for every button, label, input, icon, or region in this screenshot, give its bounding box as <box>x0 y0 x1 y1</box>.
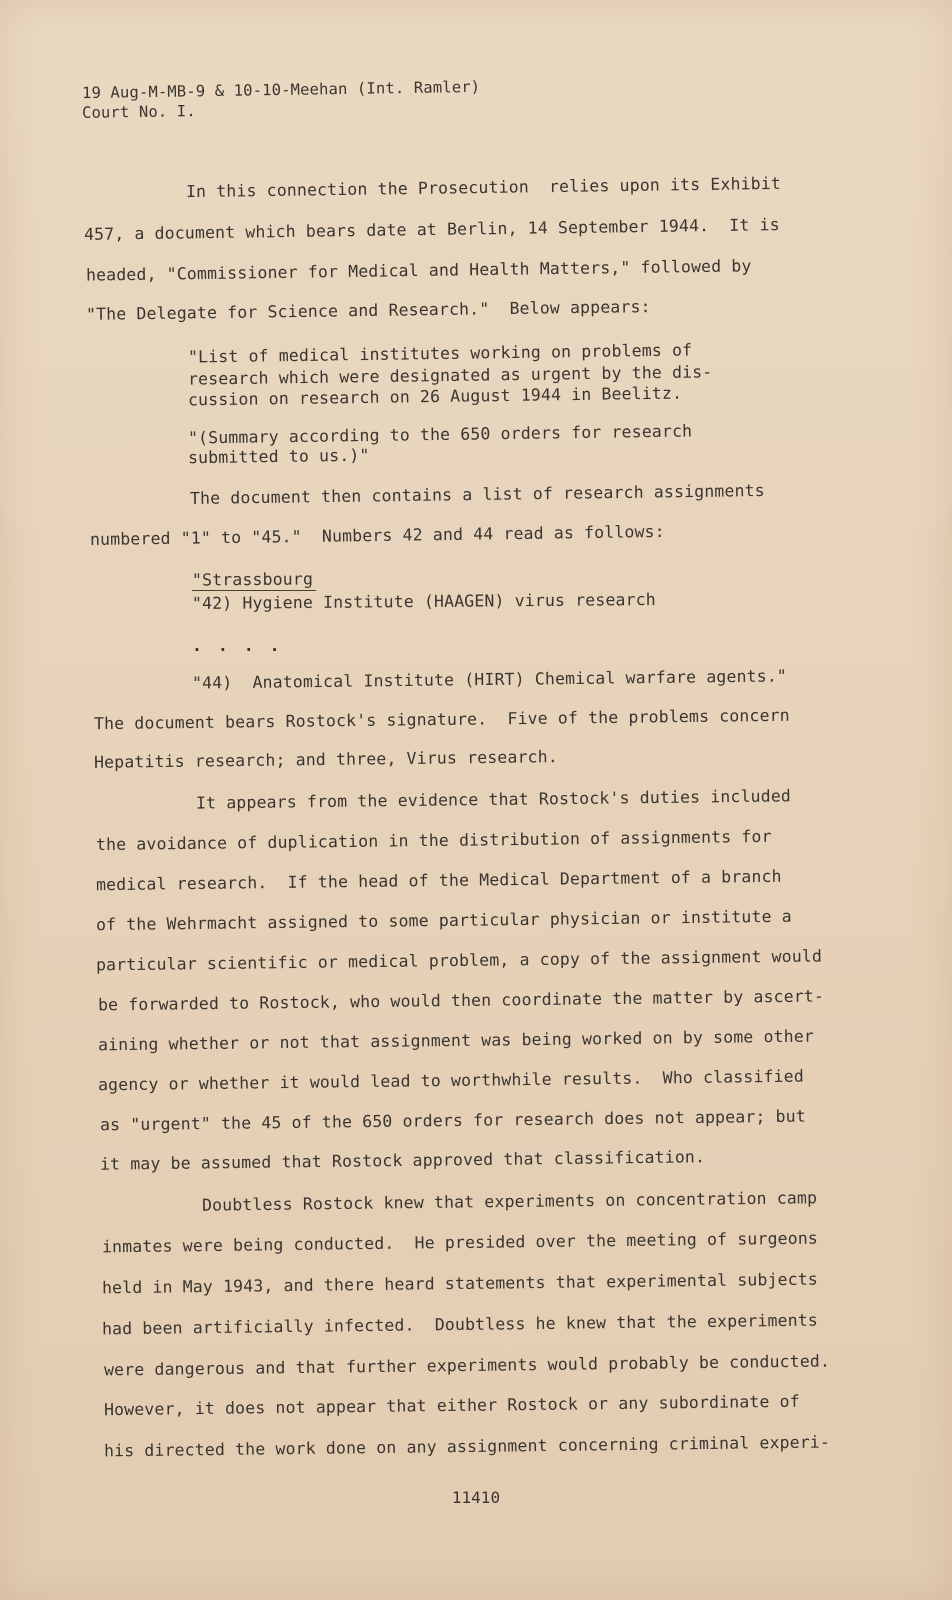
body-line: agency or whether it would lead to worthwhile results. Who classified <box>97 1066 804 1095</box>
body-line: be forwarded to Rostock, who would then coordinate the matter by ascert- <box>97 986 825 1015</box>
body-line: were dangerous and that further experiments would probably be conducted. <box>103 1351 831 1380</box>
list-heading-strassbourg: "Strassbourg <box>191 569 314 590</box>
body-line: of the Wehrmacht assigned to some particular physician or institute a <box>95 906 792 935</box>
list-item-44: "44) Anatomical Institute (HIRT) Chemical warfare agents." <box>191 666 788 693</box>
body-line: Doubtless Rostock knew that experiments on concentration camp <box>201 1188 818 1215</box>
body-line: In this connection the Prosecution relies upon its Exhibit <box>185 173 782 202</box>
quoted-line: cussion on research on 26 August 1944 in Beelitz. <box>187 383 683 410</box>
body-line: as "urgent" the 45 of the 650 orders for research does not appear; but <box>99 1106 806 1135</box>
list-item-42: "42) Hygiene Institute (HAAGEN) virus research <box>191 589 656 614</box>
body-line: 457, a document which bears date at Berlin, 14 September 1944. It is <box>83 215 780 244</box>
body-line: inmates were being conducted. He presided over the meeting of surgeons <box>101 1228 819 1257</box>
body-line: numbered "1" to "45." Numbers 42 and 44 read as follows: <box>89 521 665 550</box>
underline-rule <box>192 590 316 591</box>
body-line: It appears from the evidence that Rostock's duties included <box>195 786 792 813</box>
quoted-line: research which were designated as urgent by the dis- <box>187 362 713 389</box>
body-line: it may be assumed that Rostock approved that classification. <box>99 1147 706 1174</box>
body-line: "The Delegate for Science and Research." Below appears: <box>85 297 651 324</box>
page-number: 11410 <box>451 1488 501 1507</box>
body-line: The document bears Rostock's signature. Five of the problems concern <box>93 705 790 734</box>
body-line: medical research. If the head of the Medical Department of a branch <box>95 866 782 895</box>
body-line: The document then contains a list of research assignments <box>189 480 765 509</box>
body-line: had been artificially infected. Doubtless he knew that the experiments <box>101 1310 819 1339</box>
header-court-line: Court No. I. <box>81 102 196 122</box>
quoted-line: "(Summary according to the 650 orders for research <box>187 421 693 448</box>
quoted-line: "List of medical institutes working on problems of <box>187 340 693 367</box>
body-line: However, it does not appear that either Rostock or any subordinate of <box>103 1391 800 1420</box>
quoted-line: submitted to us.)" <box>187 445 370 468</box>
header-case-line: 19 Aug-M-MB-9 & 10-10-Meehan (Int. Ramler) <box>81 77 481 103</box>
body-line: aining whether or not that assignment was being worked on by some other <box>97 1026 815 1055</box>
body-line: Hepatitis research; and three, Virus research. <box>93 747 558 772</box>
ellipsis-dots: . . . . <box>192 636 283 655</box>
body-line: headed, "Commissioner for Medical and Health Matters," followed by <box>85 256 752 285</box>
body-line: held in May 1943, and there heard statements that experimental subjects <box>101 1269 819 1298</box>
body-line: the avoidance of duplication in the distribution of assignments for <box>95 826 772 855</box>
body-line: his directed the work done on any assignment concerning criminal experi- <box>103 1432 831 1461</box>
body-line: particular scientific or medical problem, a copy of the assignment would <box>95 946 823 975</box>
